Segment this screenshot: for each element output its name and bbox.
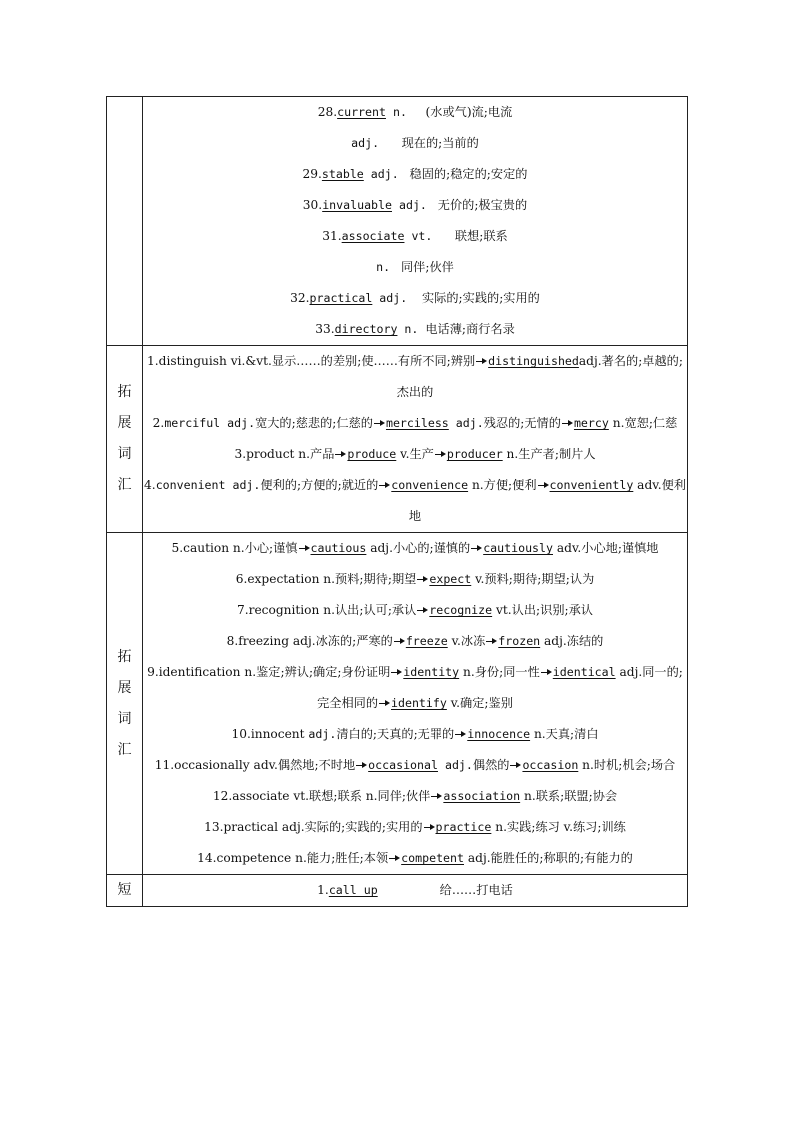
answer-word: identify	[391, 696, 447, 710]
entry-text: 10.innocent	[231, 727, 309, 741]
entry-text: (水或气)流;电流	[413, 105, 513, 119]
answer-word: merciless	[385, 416, 449, 430]
answer-word: expect	[429, 572, 472, 586]
section-content	[143, 97, 688, 346]
answer-word: convenience	[391, 478, 469, 492]
answer-word: identity	[403, 665, 460, 679]
section-label-char: 汇	[117, 741, 132, 758]
entry-text: 残忍的;无情的	[483, 416, 561, 430]
entry-text: 30.	[302, 198, 323, 212]
entry-text: 1.	[317, 883, 329, 897]
entry-text: 同伴;伙伴	[397, 260, 454, 274]
derivation-arrow-icon	[437, 793, 442, 799]
derivation-arrow-icon	[547, 669, 552, 675]
derivation-arrow-icon	[380, 420, 385, 426]
vocab-entry-line	[143, 439, 687, 470]
answer-word: invaluable	[322, 198, 392, 212]
answer-word: cautious	[310, 541, 367, 555]
answer-word: frozen	[498, 634, 541, 648]
answer-word: cautiously	[483, 541, 553, 555]
section-label-char: 展	[117, 679, 132, 696]
entry-text: adj.同一的;完全相同的	[317, 665, 683, 710]
entry-text: 偶然的	[472, 758, 510, 772]
section-label-char: 汇	[117, 477, 132, 493]
entry-text: 清白的;天真的;无罪的	[336, 727, 455, 741]
vocab-entry-line	[143, 128, 687, 159]
vocab-entry-line	[143, 875, 687, 906]
entry-text: n.生产者;制片人	[502, 447, 596, 461]
answer-word: associate	[341, 229, 405, 243]
answer-word: occasion	[522, 758, 579, 772]
section-label-char: 短	[117, 882, 132, 898]
entry-text: v.冰冻	[447, 634, 486, 648]
entry-text: 2.	[152, 416, 165, 430]
answer-word: recognize	[429, 603, 493, 617]
answer-word: directory	[334, 322, 398, 336]
section-label	[107, 533, 143, 875]
entry-text: 1.distinguish vi.&vt.显示……的差别;使……有所不同;辨别	[147, 354, 476, 368]
vocab-entry-line	[143, 812, 687, 843]
vocabulary-table	[106, 96, 688, 907]
entry-text: n.宽恕;仁慈	[608, 416, 678, 430]
vocab-entry-line	[143, 221, 687, 252]
part-of-speech: vt.	[404, 229, 440, 243]
derivation-arrow-icon	[341, 451, 346, 457]
vocab-entry-line	[143, 843, 687, 874]
vocab-entry-line	[143, 750, 687, 781]
entry-text: 现在的;当前的	[386, 136, 479, 150]
entry-text: 14.competence n.能力;胜任;本领	[197, 851, 389, 865]
entry-text: 电话薄;商行名录	[425, 322, 515, 336]
entry-text: v.预料;期待;期望;认为	[471, 572, 595, 586]
answer-word: mercy	[573, 416, 609, 430]
derivation-arrow-icon	[385, 482, 390, 488]
vocab-entry-line	[143, 190, 687, 221]
part-of-speech: n.	[376, 260, 398, 274]
entry-text: 29.	[302, 167, 322, 181]
part-of-speech: n.	[385, 105, 414, 119]
entry-text: 8.freezing adj.冰冻的;严寒的	[226, 634, 393, 648]
derivation-arrow-icon	[544, 482, 549, 488]
section-content	[143, 346, 688, 533]
derivation-arrow-icon	[461, 731, 466, 737]
vocab-entry-line	[143, 626, 687, 657]
vocab-entry-line	[143, 314, 687, 345]
part-of-speech: n.	[397, 322, 426, 336]
entry-text: n.身份;同一性	[459, 665, 540, 679]
entry-text: n.时机;机会;场合	[578, 758, 676, 772]
part-of-speech: adj.	[392, 198, 434, 212]
section-label-char: 拓	[117, 384, 132, 400]
answer-word: stable	[321, 167, 364, 181]
vocab-entry-line	[143, 470, 687, 532]
vocab-entry-line	[143, 159, 687, 190]
entry-text: 32.	[290, 291, 310, 305]
answer-word: practical	[309, 291, 373, 305]
entry-text: adj.冻结的	[540, 634, 604, 648]
derivation-arrow-icon	[385, 700, 390, 706]
vocab-entry-line	[143, 97, 687, 128]
entry-text: n.联系;联盟;协会	[520, 789, 618, 803]
derivation-arrow-icon	[423, 576, 428, 582]
derivation-arrow-icon	[400, 638, 405, 644]
vocab-section-row	[107, 346, 688, 533]
section-content	[143, 875, 688, 907]
section-content	[143, 533, 688, 875]
answer-word: competent	[401, 851, 464, 865]
answer-word: identical	[552, 665, 616, 679]
vocab-entry-line	[143, 346, 687, 408]
entry-text: 12.associate vt.联想;联系 n.同伴;伙伴	[212, 789, 431, 803]
entry-text: 宽大的;慈悲的;仁慈的	[255, 416, 373, 430]
entry-text: 6.expectation n.预料;期待;期望	[235, 572, 417, 586]
entry-text: 4.	[144, 478, 156, 492]
derivation-arrow-icon	[492, 638, 497, 644]
derivation-arrow-icon	[516, 762, 521, 768]
part-of-speech: convenient adj.	[155, 478, 261, 492]
entry-text: 9.identification n.鉴定;辨认;确定;身份证明	[147, 665, 391, 679]
derivation-arrow-icon	[477, 545, 482, 551]
answer-word: producer	[446, 447, 503, 461]
part-of-speech: merciful adj.	[164, 416, 256, 430]
entry-text: adj.小心的;谨慎的	[366, 541, 471, 555]
vocab-section-row	[107, 875, 688, 907]
answer-word: produce	[347, 447, 397, 461]
vocab-entry-line	[143, 252, 687, 283]
entry-text: v.确定;鉴别	[446, 696, 513, 710]
part-of-speech: adj.	[351, 136, 387, 150]
entry-text: 实际的;实践的;实用的	[414, 291, 540, 305]
answer-word: conveniently	[549, 478, 634, 492]
entry-text: v.生产	[396, 447, 434, 461]
vocab-entry-line	[143, 657, 687, 719]
derivation-arrow-icon	[362, 762, 367, 768]
section-label-char: 词	[117, 710, 132, 727]
vocab-section-row	[107, 97, 688, 346]
entry-text: adv.小心地;谨慎地	[553, 541, 659, 555]
vocab-entry-line	[143, 595, 687, 626]
entry-text: n.方便;便利	[468, 478, 537, 492]
entry-text: adv.便利地	[408, 478, 686, 523]
answer-word: occasional	[368, 758, 438, 772]
entry-text: 联想;联系	[439, 229, 508, 243]
part-of-speech: adj.	[308, 727, 337, 741]
entry-text: 11.occasionally adv.偶然地;不时地	[154, 758, 356, 772]
section-label-char: 词	[117, 446, 132, 462]
vocab-entry-line	[143, 719, 687, 750]
answer-word: current	[337, 105, 386, 119]
answer-word: innocence	[467, 727, 531, 741]
section-label	[107, 875, 143, 907]
vocab-entry-line	[143, 533, 687, 564]
derivation-arrow-icon	[397, 669, 402, 675]
entry-text: 无价的;极宝贵的	[433, 198, 528, 212]
vocab-section-row	[107, 533, 688, 875]
vocab-entry-line	[143, 408, 687, 439]
derivation-arrow-icon	[395, 855, 400, 861]
vocab-entry-line	[143, 564, 687, 595]
derivation-arrow-icon	[441, 451, 446, 457]
entry-text: 13.practical adj.实际的;实践的;实用的	[204, 820, 423, 834]
entry-text: vt.认出;识别;承认	[492, 603, 593, 617]
part-of-speech: adj.	[437, 758, 473, 772]
entry-text: n.实践;练习 v.练习;训练	[491, 820, 626, 834]
section-label	[107, 346, 143, 533]
derivation-arrow-icon	[423, 607, 428, 613]
entry-text: 28.	[317, 105, 338, 119]
entry-text: n.天真;清白	[530, 727, 599, 741]
section-label	[107, 97, 143, 346]
entry-text: 3.product n.产品	[234, 447, 335, 461]
part-of-speech: adj.	[372, 291, 415, 305]
answer-word: distinguished	[488, 354, 579, 368]
entry-text: 稳固的;稳定的;安定的	[405, 167, 528, 181]
entry-text: adj.著名的;卓越的;杰出的	[396, 354, 683, 399]
answer-word: practice	[435, 820, 492, 834]
entry-text: 给……打电话	[377, 883, 513, 897]
part-of-speech: adj.	[448, 416, 484, 430]
vocab-entry-line	[143, 781, 687, 812]
answer-word: freeze	[405, 634, 448, 648]
derivation-arrow-icon	[430, 824, 435, 830]
entry-text: 5.caution n.小心;谨慎	[171, 541, 298, 555]
derivation-arrow-icon	[568, 420, 573, 426]
entry-text: 33.	[315, 322, 335, 336]
section-label-char: 展	[117, 415, 132, 431]
entry-text: 便利的;方便的;就近的	[260, 478, 379, 492]
derivation-arrow-icon	[305, 545, 310, 551]
answer-word: association	[443, 789, 521, 803]
part-of-speech: adj.	[363, 167, 406, 181]
section-label-char: 拓	[117, 648, 132, 665]
entry-text: 31.	[322, 229, 342, 243]
answer-word: call up	[328, 883, 378, 897]
vocab-entry-line	[143, 283, 687, 314]
entry-text: adj.能胜任的;称职的;有能力的	[464, 851, 633, 865]
derivation-arrow-icon	[482, 358, 487, 364]
entry-text: 7.recognition n.认出;认可;承认	[237, 603, 417, 617]
